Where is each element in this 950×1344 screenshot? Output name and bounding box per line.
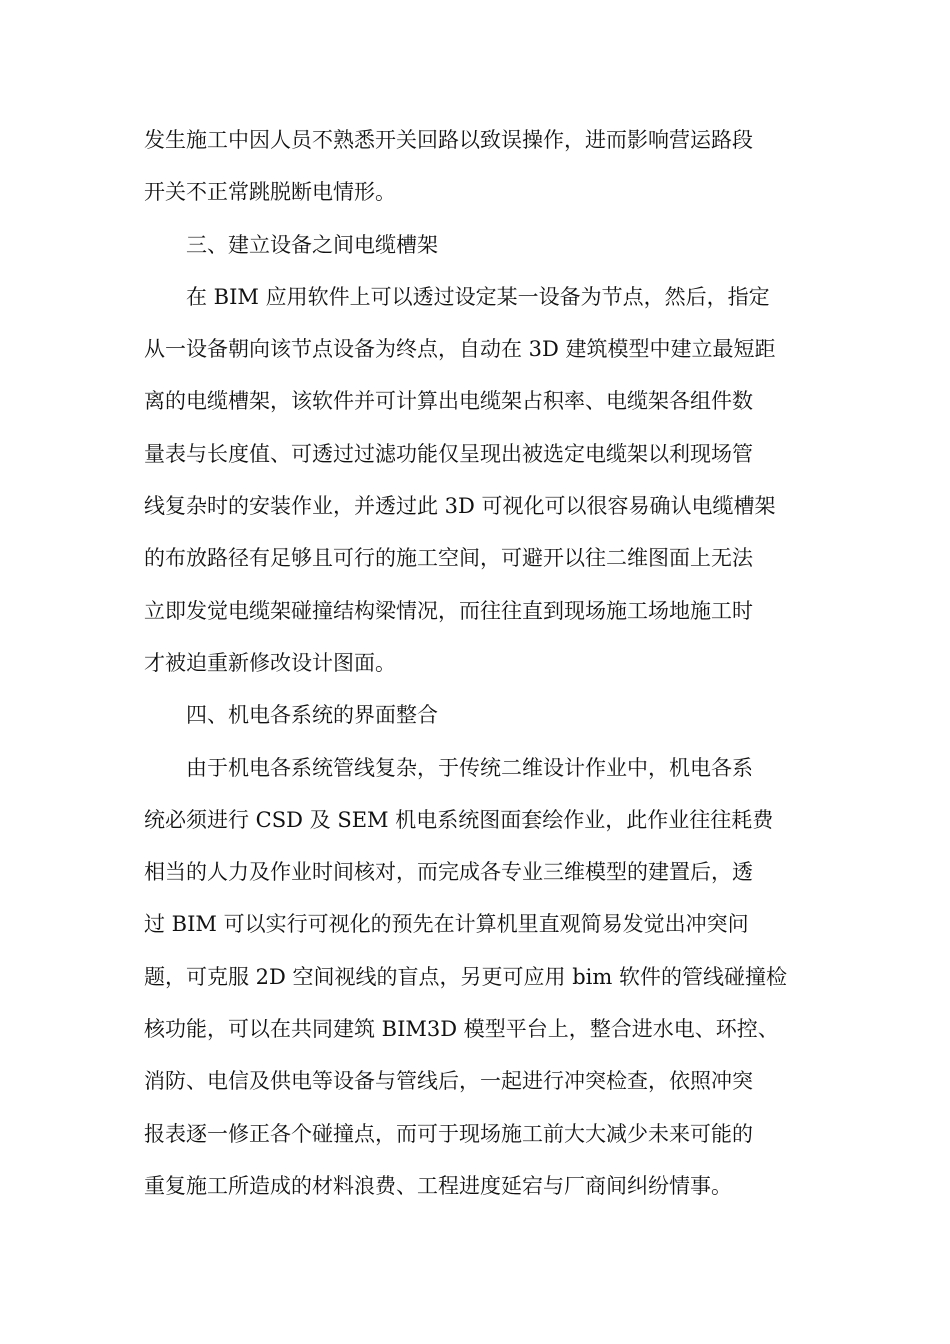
text-line: 线复杂时的安装作业，并透过此 3D 可视化可以很容易确认电缆槽架	[144, 494, 776, 519]
text-line: 核功能，可以在共同建筑 BIM3D 模型平台上，整合进水电、环控、	[144, 1017, 779, 1042]
text-line: 重复施工所造成的材料浪费、工程进度延宕与厂商间纠纷情事。	[144, 1173, 732, 1198]
text-line: 的布放路径有足够且可行的施工空间，可避开以往二维图面上无法	[144, 546, 753, 571]
text-line: 发生施工中因人员不熟悉开关回路以致误操作，进而影响营运路段	[144, 128, 753, 152]
text-line: 立即发觉电缆架碰撞结构梁情况，而往往直到现场施工场地施工时	[144, 598, 753, 623]
text-line: 离的电缆槽架，该软件并可计算出电缆架占积率、电缆架各组件数	[144, 389, 753, 414]
section-heading-4: 四、机电各系统的界面整合	[186, 703, 438, 728]
text-line: 量表与长度值、可透过过滤功能仅呈现出被选定电缆架以利现场管	[144, 441, 753, 466]
body-text	[144, 114, 808, 1212]
text-line: 报表逐一修正各个碰撞点，而可于现场施工前大大减少未来可能的	[144, 1121, 753, 1146]
paragraph-continuation	[144, 114, 808, 219]
text-line: 统必须进行 CSD 及 SEM 机电系统图面套绘作业，此作业往往耗费	[144, 807, 774, 832]
text-line: 题，可克服 2D 空间视线的盲点，另更可应用 bim 软件的管线碰撞检	[144, 964, 787, 989]
text-line: 相当的人力及作业时间核对，而完成各专业三维模型的建置后，透	[144, 860, 753, 885]
text-line: 才被迫重新修改设计图面。	[144, 650, 396, 675]
section-4-paragraph	[144, 742, 808, 1213]
text-line: 过 BIM 可以实行可视化的预先在计算机里直观简易发觉出冲突问	[144, 912, 749, 937]
text-line: 从一设备朝向该节点设备为终点，自动在 3D 建筑模型中建立最短距	[144, 337, 776, 362]
text-line: 开关不正常跳脱断电情形。	[144, 180, 396, 205]
section-heading-3: 三、建立设备之间电缆槽架	[186, 232, 438, 257]
text-line: 由于机电各系统管线复杂，于传统二维设计作业中，机电各系	[186, 755, 753, 780]
text-line: 消防、电信及供电等设备与管线后，一起进行冲突检查，依照冲突	[144, 1069, 753, 1094]
text-line: 在 BIM 应用软件上可以透过设定某一设备为节点，然后，指定	[186, 284, 770, 309]
section-3-paragraph	[144, 271, 808, 689]
